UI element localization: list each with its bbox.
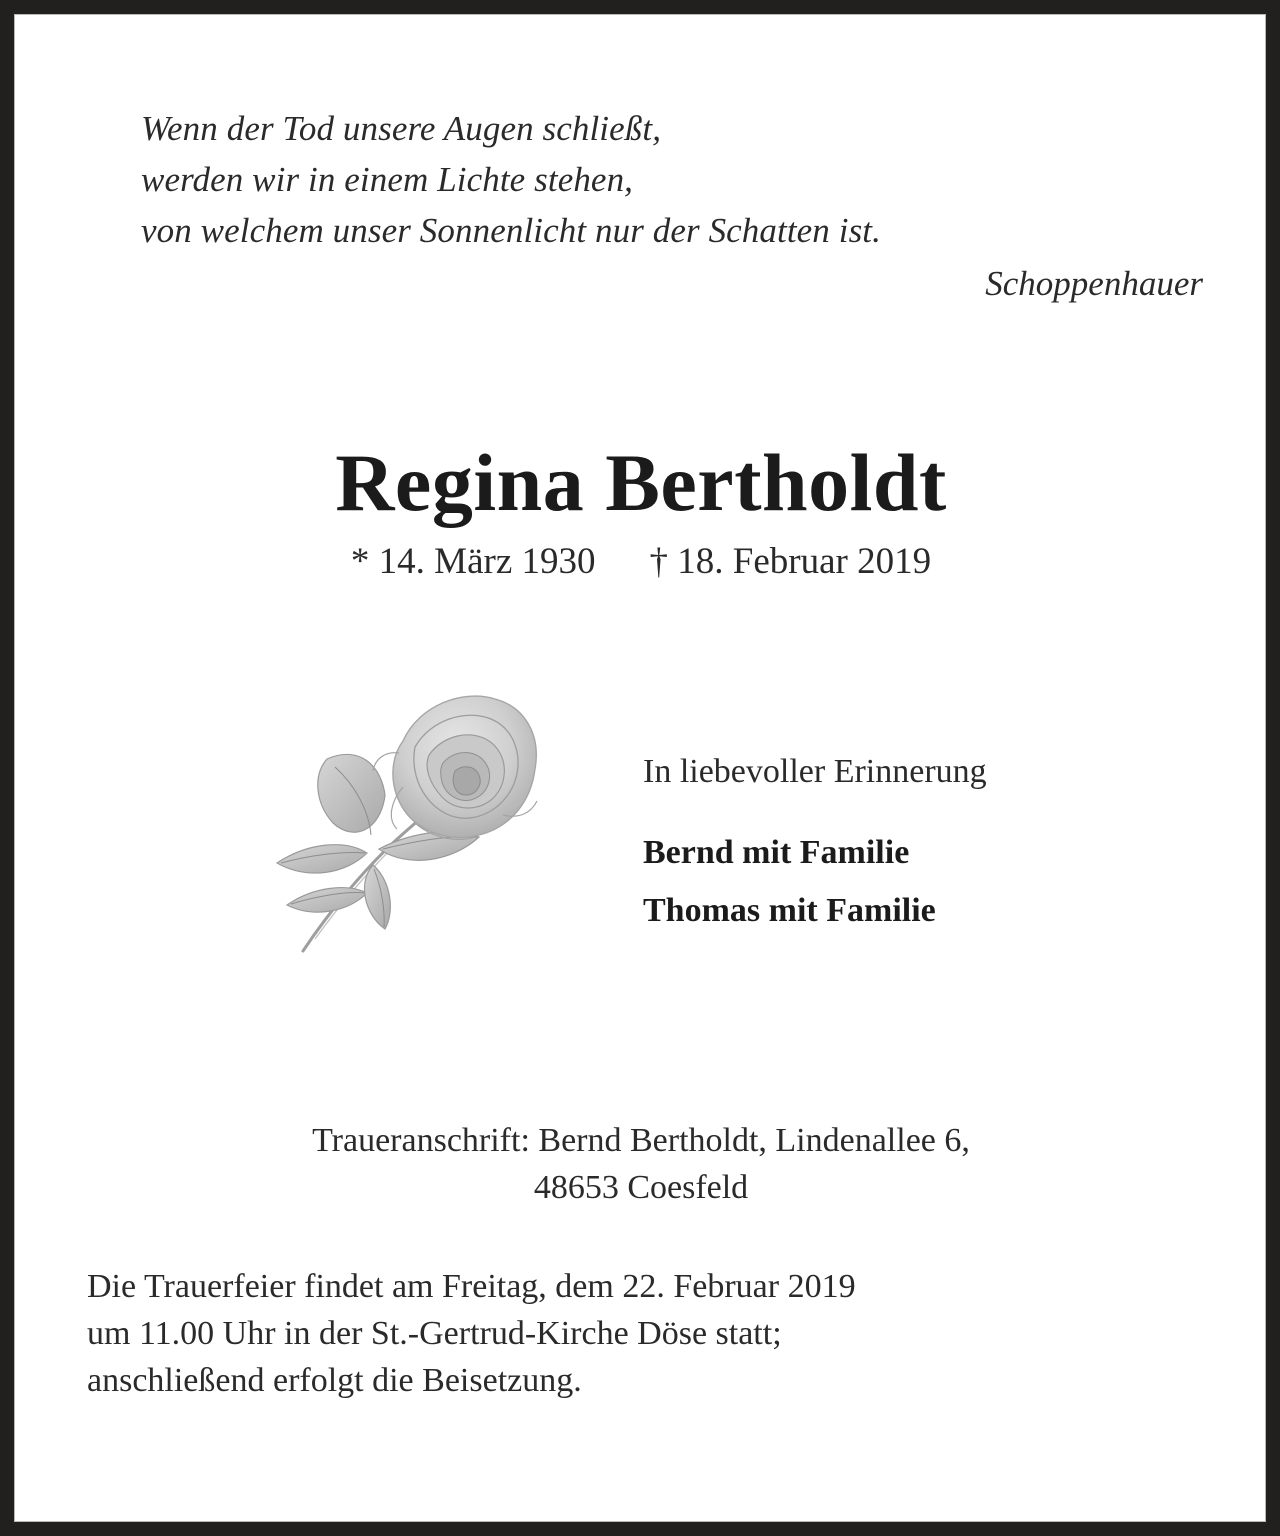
- life-dates: [15, 539, 1267, 585]
- address-line-1: Traueranschrift: Bernd Bertholdt, Lindenallee 6,: [312, 1122, 970, 1159]
- memorial-intro: In liebevoller Erinnerung: [643, 753, 987, 790]
- mourning-address-block: [87, 1117, 1195, 1211]
- page-title: Regina Bertholdt: [335, 437, 947, 528]
- deceased-name-block: [15, 435, 1267, 585]
- ceremony-line-2: um 11.00 Uhr in der St.-Gertrud-Kirche Döse statt;: [87, 1315, 782, 1352]
- mourner-2: Thomas mit Familie: [643, 892, 936, 929]
- quote-author: Schoppenhauer: [985, 264, 1203, 303]
- quote-block: [141, 103, 1203, 309]
- death-date: † 18. Februar 2019: [649, 541, 932, 582]
- notice-sheet: [15, 15, 1267, 1523]
- quote-line-1: Wenn der Tod unsere Augen schließt,: [141, 109, 662, 148]
- notice-frame: [14, 14, 1266, 1522]
- ceremony-block: [87, 1263, 1199, 1404]
- memorial-block: [643, 750, 1203, 940]
- address-line-2: 48653 Coesfeld: [533, 1169, 749, 1206]
- ceremony-line-1: Die Trauerfeier findet am Freitag, dem 22. Februar 2019: [87, 1268, 856, 1305]
- birth-date: * 14. März 1930: [350, 541, 596, 582]
- quote-line-2: werden wir in einem Lichte stehen,: [141, 160, 634, 199]
- rose-illustration: [263, 683, 543, 968]
- quote-line-3: von welchem unser Sonnenlicht nur der Schatten ist.: [141, 211, 881, 250]
- mourner-1: Bernd mit Familie: [643, 834, 910, 871]
- ceremony-line-3: anschließend erfolgt die Beisetzung.: [87, 1362, 582, 1399]
